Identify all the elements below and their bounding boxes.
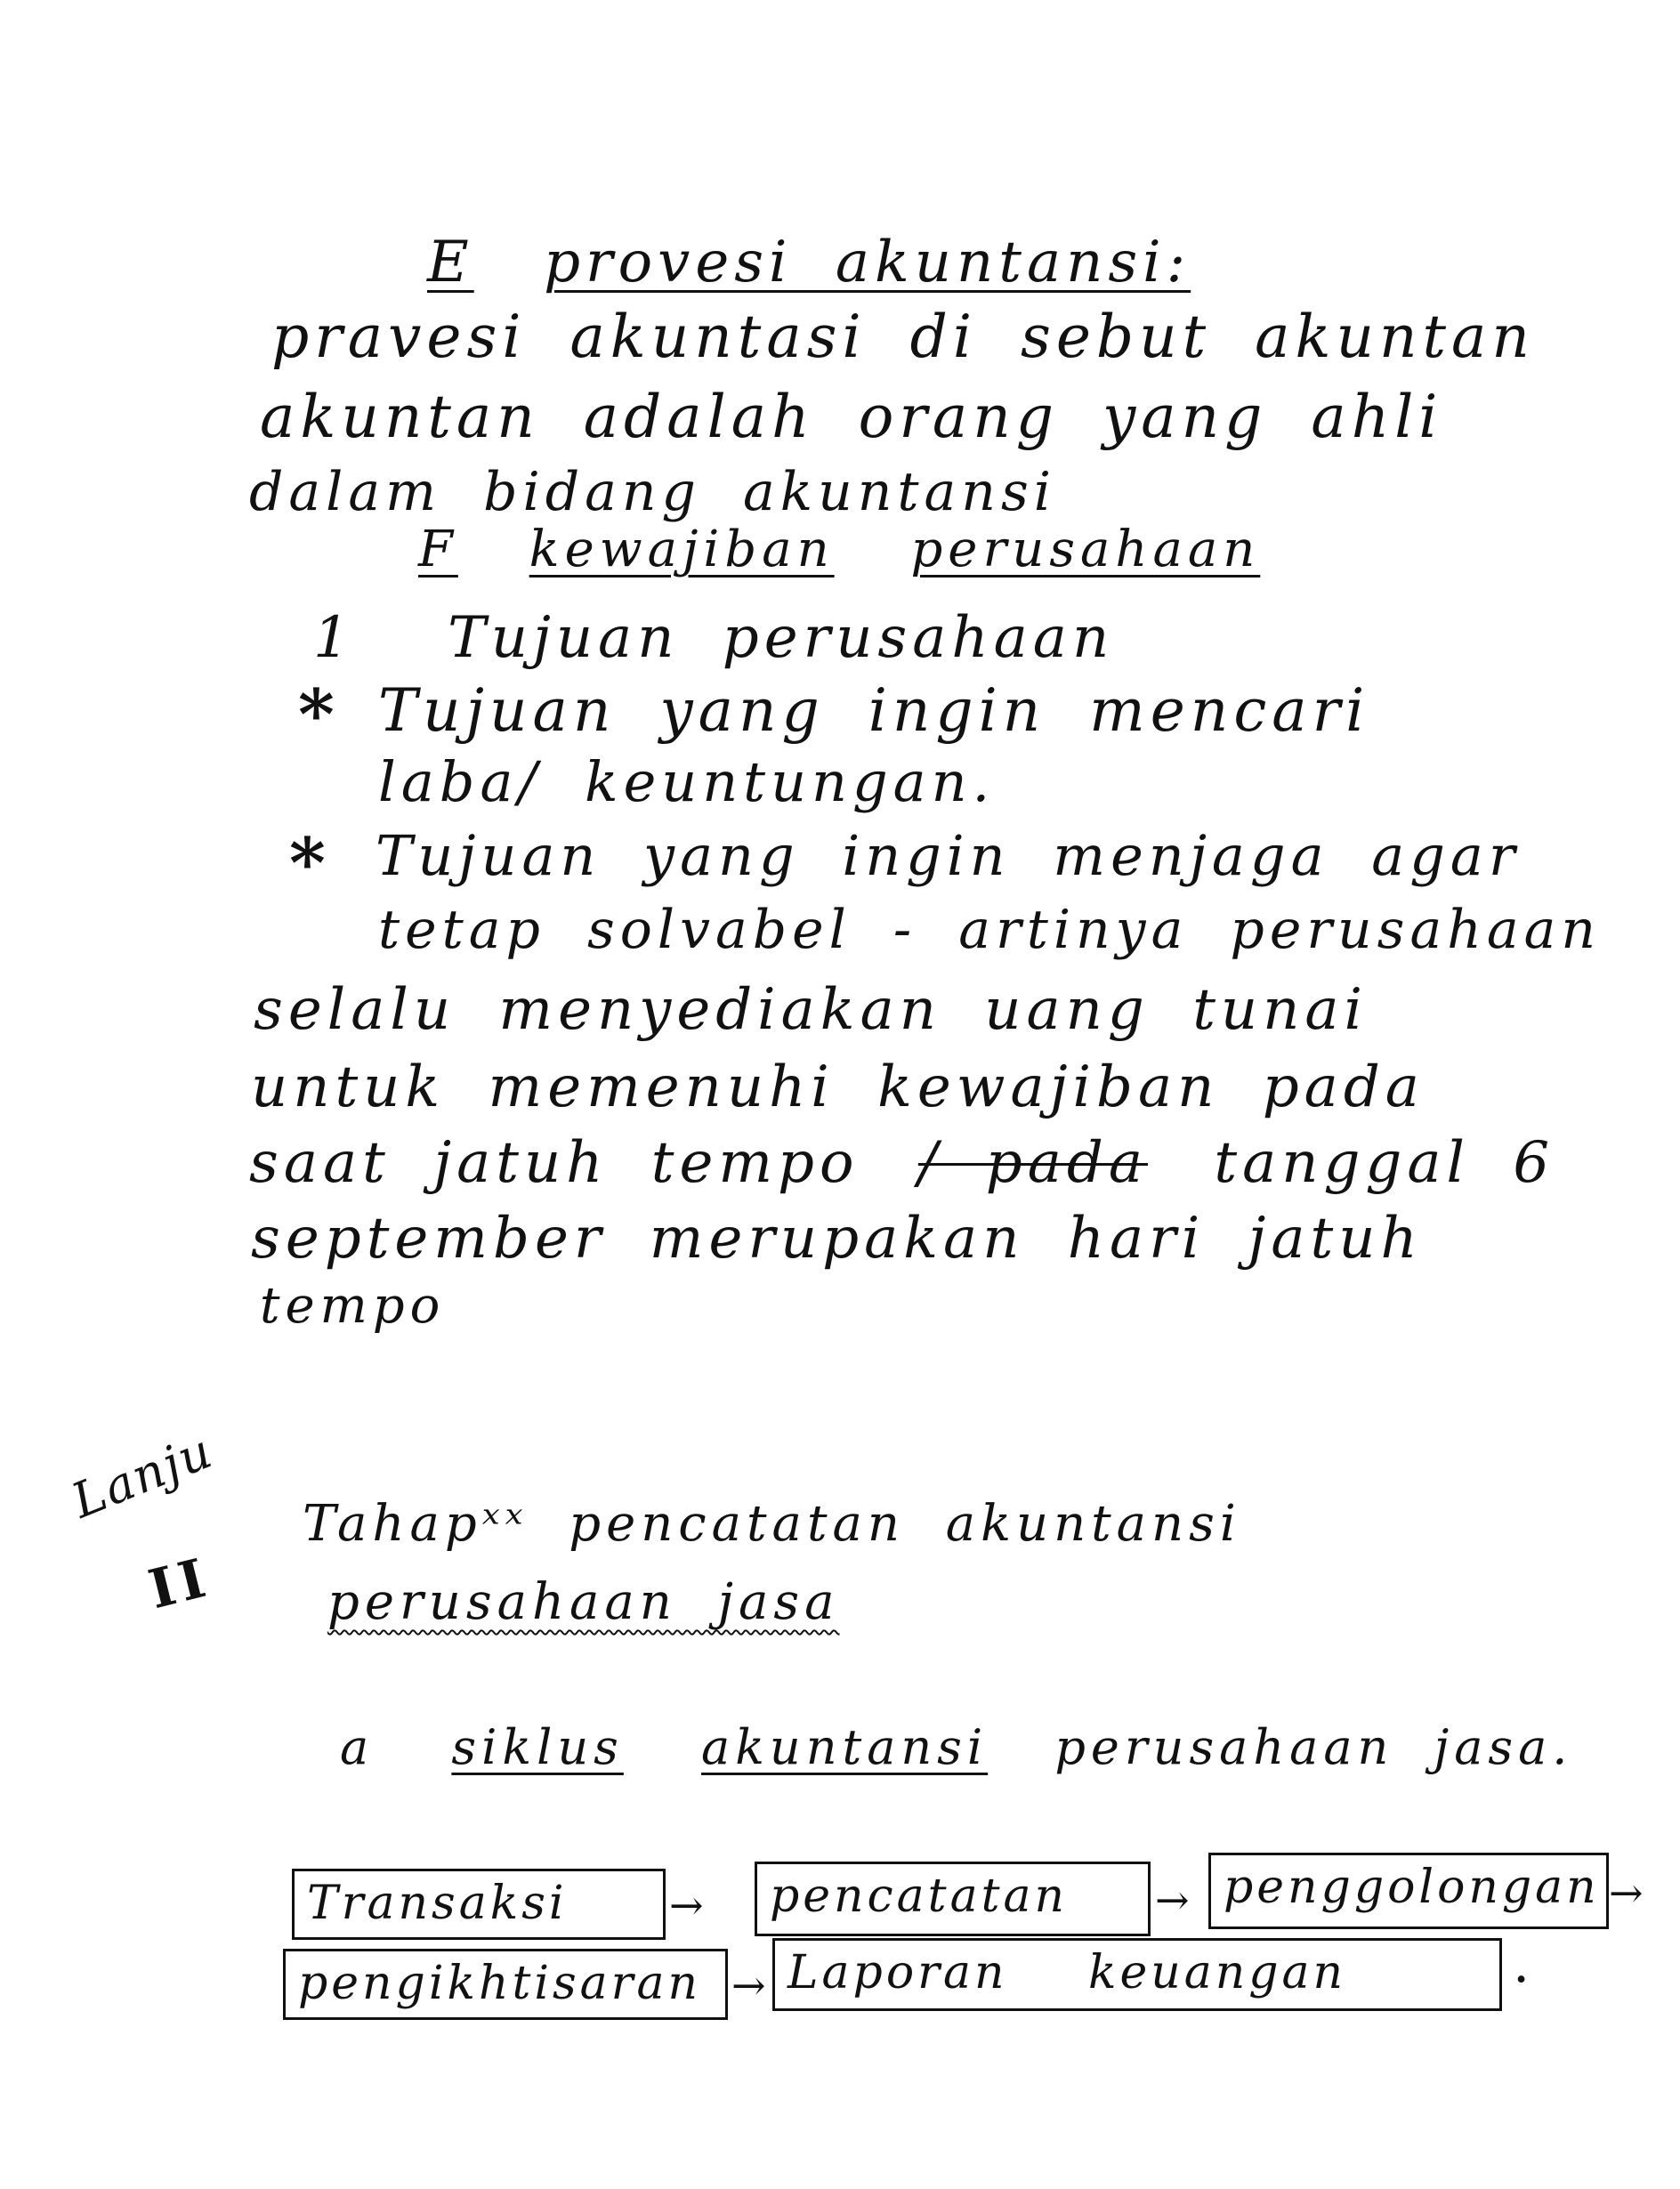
paragraph-line-3-start: saat jatuh tempo [249, 1130, 860, 1196]
struck-out-text: / pada [917, 1130, 1148, 1196]
flow-step-pencatatan: pencatatan [755, 1862, 1151, 1936]
section-f-heading [418, 521, 1260, 578]
section-e-line-3: dalam bidang akuntansi [249, 461, 1056, 523]
arrow-right-icon: → [1155, 1876, 1190, 1924]
margin-note-line-1: Lanju [64, 1422, 221, 1530]
paragraph-line-3 [249, 1130, 1555, 1196]
paragraph-line-3-end: tanggal 6 [1214, 1130, 1555, 1196]
paragraph-line-1: selalu menyediakan uang tunai [254, 977, 1368, 1043]
section-e-title: provesi akuntansi: [544, 230, 1191, 295]
item-title: Tujuan perusahaan [448, 605, 1115, 671]
bullet-1-line-2: laba/ keuntungan. [378, 749, 996, 814]
section-e-heading [427, 230, 1191, 295]
arrow-right-icon: → [731, 1961, 766, 2009]
bullet-2-line-1: Tujuan yang ingin menjaga agar [376, 823, 1521, 888]
section-f-item-1 [313, 605, 1114, 671]
paragraph-line-5: tempo [260, 1277, 446, 1335]
section-ii-title-1: Tahapˣˣ pencatatan akuntansi [303, 1495, 1241, 1553]
section-ii-subheading [340, 1719, 1572, 1775]
margin-note-line-2: II [142, 1546, 217, 1622]
arrow-right-icon: → [669, 1881, 704, 1929]
section-e-line-1: pravesi akuntasi di sebut akuntan [271, 303, 1535, 371]
section-e-line-2: akuntan adalah orang yang ahli [260, 383, 1443, 451]
subheading-prefix: a [340, 1719, 375, 1775]
subheading-word-2: akuntansi [701, 1719, 989, 1775]
section-ii-title-2: perusahaan jasa [327, 1573, 840, 1631]
paragraph-line-2: untuk memenuhi kewajiban pada [251, 1054, 1425, 1120]
subheading-word-1: siklus [451, 1719, 624, 1775]
bullet-1-star: * [298, 674, 335, 755]
end-mark: . [1513, 1933, 1531, 1995]
flow-step-transaksi: Transaksi [292, 1869, 666, 1940]
flow-step-penggolongan: penggolongan [1208, 1853, 1609, 1929]
item-number: 1 [313, 605, 355, 671]
section-e-letter: E [427, 230, 474, 295]
bullet-1-line-1: Tujuan yang ingin mencari [378, 676, 1370, 745]
paragraph-line-4: september merupakan hari jatuh [251, 1206, 1423, 1272]
section-f-word-1: kewajiban [529, 521, 835, 578]
flow-step-pengikhtisaran: pengikhtisaran [283, 1949, 728, 2020]
section-f-letter: F [418, 521, 458, 578]
arrow-right-icon: → [1609, 1869, 1644, 1917]
section-f-word-2: perusahaan [910, 521, 1261, 578]
bullet-2-line-2: tetap solvabel - artinya perusahaan [378, 899, 1602, 961]
subheading-rest: perusahaan jasa. [1054, 1719, 1573, 1775]
flow-step-laporan-keuangan: Laporan keuangan [772, 1938, 1502, 2011]
bullet-2-star: * [289, 823, 326, 904]
